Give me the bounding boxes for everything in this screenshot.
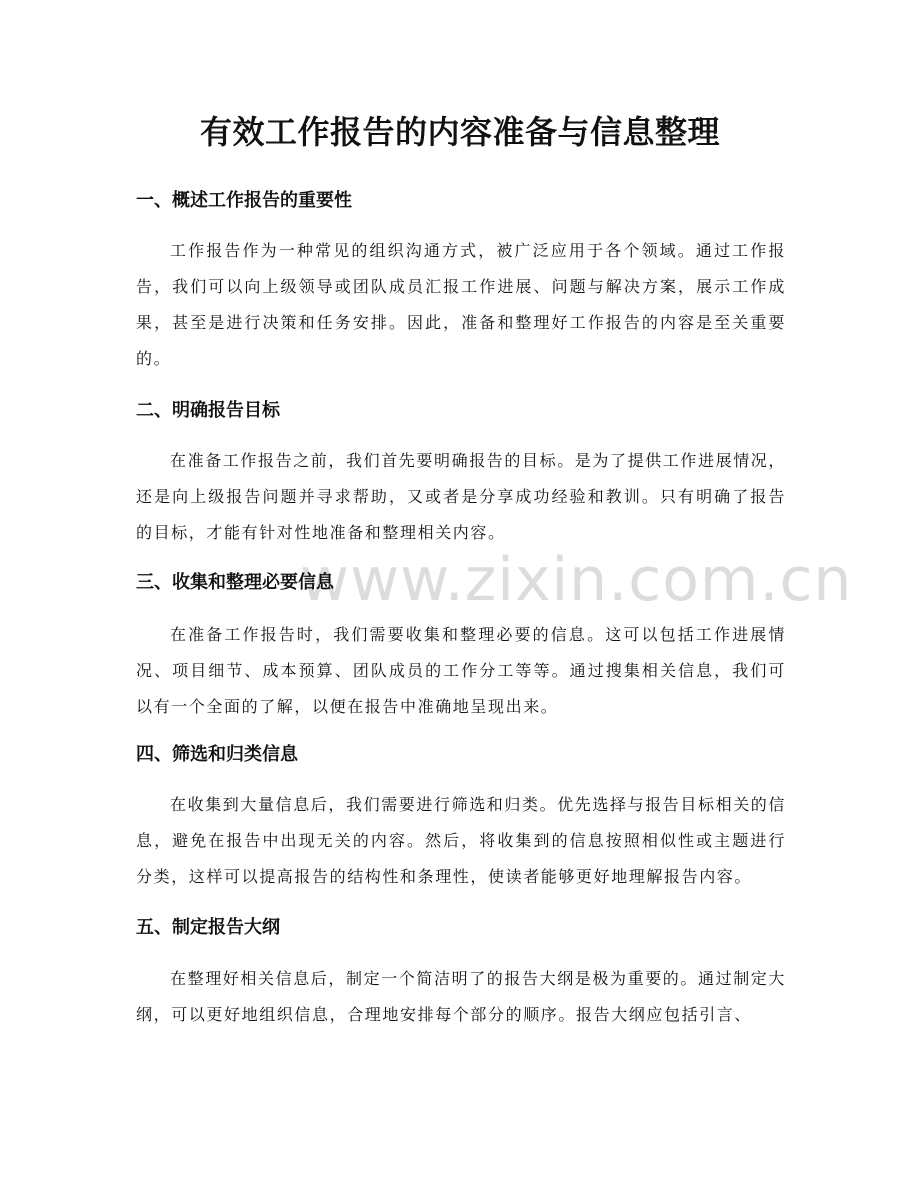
watermark: www.zixin.com.cn: [300, 545, 853, 615]
section-body-3: 在准备工作报告时，我们需要收集和整理必要的信息。这可以包括工作进展情况、项目细节、成本预算、团队成员的工作分工等等。通过搜集相关信息，我们可以有一个全面的了解，以便在报告中准确地呈现出来。: [136, 625, 786, 716]
section-body-5: 在整理好相关信息后，制定一个简洁明了的报告大纲是极为重要的。通过制定大纲，可以更好地组织信息，合理地安排每个部分的顺序。报告大纲应包括引言、: [136, 969, 787, 1024]
section-heading-1: 一、概述工作报告的重要性: [136, 190, 352, 211]
section-heading-5: 五、制定报告大纲: [136, 917, 280, 938]
section-body-4: 在收集到大量信息后，我们需要进行筛选和归类。优先选择与报告目标相关的信息，避免在报告中出现无关的内容。然后，将收集到的信息按照相似性或主题进行分类，这样可以提高报告的结构性和条理性，使读者能够更好地理解报告内容。: [136, 795, 787, 886]
section-body-1: 工作报告作为一种常见的组织沟通方式，被广泛应用于各个领域。通过工作报告，我们可以向上级领导或团队成员汇报工作进展、问题与解决方案，展示工作成果，甚至是进行决策和任务安排。因此，准备和整理好工作报告的内容是至关重要的。: [136, 241, 786, 368]
section-heading-4: 四、筛选和归类信息: [136, 744, 298, 765]
section-heading-3: 三、收集和整理必要信息: [136, 572, 334, 593]
section-heading-2: 二、明确报告目标: [136, 400, 280, 421]
page-title: 有效工作报告的内容准备与信息整理: [199, 113, 720, 151]
section-body-2: 在准备工作报告之前，我们首先要明确报告的目标。是为了提供工作进展情况，还是向上级报告问题并寻求帮助，又或者是分享成功经验和教训。只有明确了报告的目标，才能有针对性地准备和整理相关内容。: [136, 451, 787, 542]
